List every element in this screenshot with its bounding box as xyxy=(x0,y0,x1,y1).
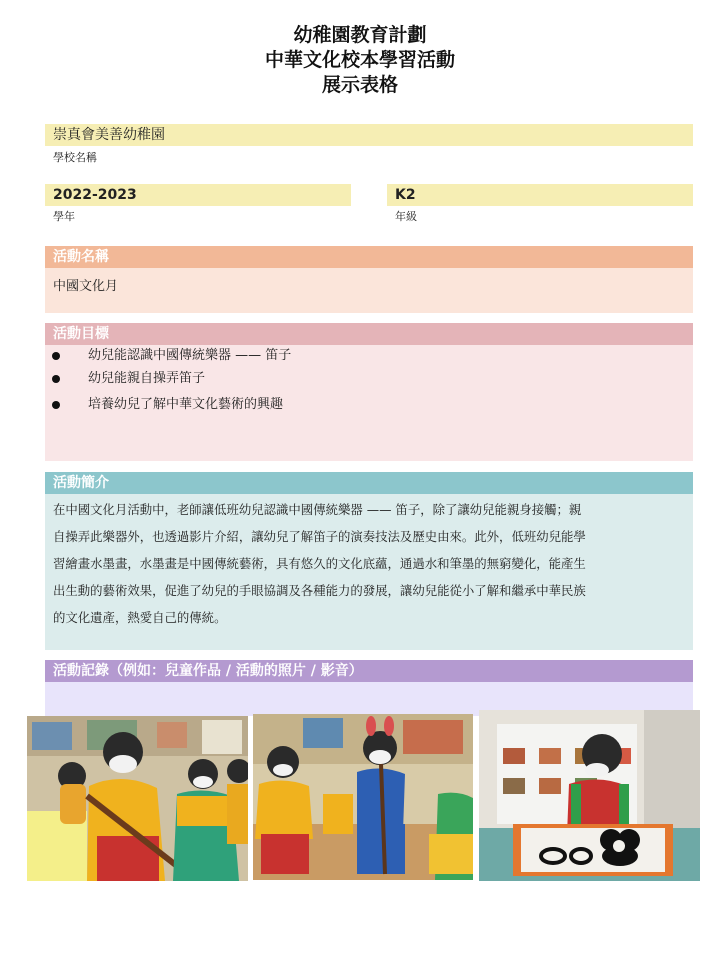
objective-text: 培養幼兒了解中華文化藝術的興趣 xyxy=(88,397,284,412)
intro-line: 在中國文化月活動中，老師讓低班幼兒認識中國傳統樂器 —— 笛子，除了讓幼兒能親身接觸；親 xyxy=(53,502,582,517)
objective-text: 幼兒能認識中國傳統樂器 —— 笛子 xyxy=(88,348,292,363)
intro-line: 出生動的藝術效果，促進了幼兒的手眼協調及各種能力的發展，讓幼兒能從小了解和繼承中華民族 xyxy=(53,583,586,598)
activity-photo-flute-class xyxy=(27,716,248,881)
activity-name-heading: 活動名稱 xyxy=(45,246,693,268)
school-year-value: 2022-2023 xyxy=(45,184,351,206)
school-year-label: 學年 xyxy=(53,210,75,223)
school-name-label: 學校名稱 xyxy=(53,151,97,164)
intro-line: 自操弄此樂器外，也透過影片介紹，讓幼兒了解笛子的演奏技法及歷史由來。此外，低班幼兒能學 xyxy=(53,529,586,544)
records-heading-note: （例如：兒童作品 / 活動的照片 / 影音） xyxy=(109,663,363,679)
activity-photo-flute-standing xyxy=(253,714,473,880)
title-line-1: 幼稚園教育計劃 xyxy=(293,24,427,46)
title-line-3: 展示表格 xyxy=(321,74,398,96)
title-line-2: 中華文化校本學習活動 xyxy=(264,49,455,71)
intro-heading: 活動簡介 xyxy=(45,472,693,494)
activity-name-body xyxy=(45,268,693,313)
intro-line: 的文化遺產，熱愛自己的傳統。 xyxy=(53,610,227,625)
grade-value: K2 xyxy=(387,184,693,206)
objective-text: 幼兒能親自操弄笛子 xyxy=(88,371,206,386)
intro-line: 習繪畫水墨畫，水墨畫是中國傳統藝術，具有悠久的文化底蘊，通過水和筆墨的無窮變化，能產生 xyxy=(53,556,586,571)
bullet-icon xyxy=(52,401,60,409)
records-heading-text: 活動記錄 xyxy=(53,663,109,679)
bullet-icon xyxy=(52,375,60,383)
activity-name-value: 中國文化月 xyxy=(53,279,119,294)
grade-label: 年級 xyxy=(395,210,417,223)
activity-photo-ink-painting xyxy=(479,710,700,881)
bullet-icon xyxy=(52,352,60,360)
school-name-value: 崇真會美善幼稚園 xyxy=(45,124,693,146)
records-heading xyxy=(45,660,693,682)
objectives-heading: 活動目標 xyxy=(45,323,693,345)
